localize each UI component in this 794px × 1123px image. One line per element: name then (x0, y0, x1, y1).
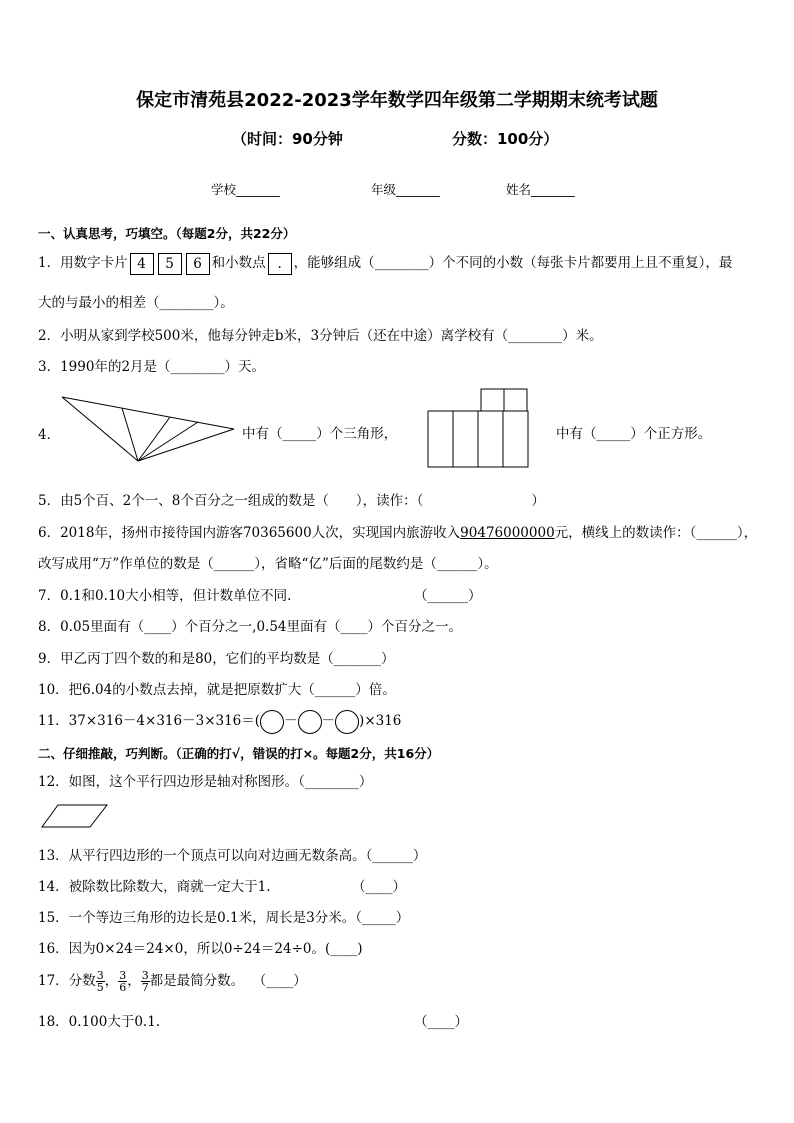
question-16: 16．因为0×24＝24×0，所以0÷24＝24÷0。(____) (38, 941, 363, 957)
q17-blank: （____） (252, 973, 307, 989)
name-field: 姓名_______ (506, 182, 575, 197)
q11-text-a: 11．37×316－4×316－3×316＝( (38, 713, 261, 729)
section2-heading: 二、仔细推敲，巧判断。（正确的打√，错误的打×。每题2分，共16分） (38, 746, 440, 761)
fraction-3-7: $\frac{3}{7}$ (141, 969, 149, 994)
card-4: 4 (130, 253, 154, 275)
q17-text-b: 都是最简分数。 (149, 973, 245, 989)
q4-text-b: 中有（_____）个正方形。 (556, 426, 712, 442)
question-8: 8．0.05里面有（____）个百分之一,0.54里面有（____）个百分之一。 (38, 619, 462, 635)
question-15: 15．一个等边三角形的边长是0.1米，周长是3分米。（_____） (38, 910, 410, 926)
question-17: 17．分数 $\frac{3}{5}$ ， $\frac{3}{6}$ ， $\frac{3}{7}$ 都是最简分数。 （____） (38, 969, 307, 994)
q6-underlined-number: 90476000000 (460, 525, 555, 541)
q6-text-a: 6．2018年，扬州市接待国内游客70365600人次，实现国内旅游收入 (38, 525, 461, 541)
q6-text-b: 元，横线上的数读作：（______）， (554, 525, 758, 541)
question-1 (38, 252, 732, 275)
q4-number: 4． (38, 427, 61, 443)
question-7: 7．0.1和0.10大小相等，但计数单位不同. (38, 588, 292, 604)
question-2: 2．小明从家到学校500米，他每分钟走b米，3分钟后（还在中途）离学校有（________）米。 (38, 328, 603, 344)
q11-text-b: )×316 (359, 713, 402, 729)
exam-time: （时间：90分钟 (232, 130, 343, 148)
card-5: 5 (158, 253, 182, 275)
q1-text-d: 大的与最小的相差（________）。 (38, 295, 234, 311)
fraction-3-6: $\frac{3}{6}$ (119, 969, 127, 994)
q11-minus-1: － (284, 713, 298, 729)
question-14: 14．被除数比除数大，商就一定大于1. (38, 879, 271, 895)
q1-text-b: 和小数点 (211, 255, 266, 271)
blank-circle-1 (260, 710, 284, 734)
q4-text-a: 中有（_____）个三角形， (242, 426, 398, 442)
q7-blank: （______） (414, 588, 482, 604)
section1-heading: 一、认真思考，巧填空。（每题2分，共22分） (38, 226, 296, 241)
question-6 (38, 521, 757, 541)
question-9: 9．甲乙丙丁四个数的和是80，它们的平均数是（_______） (38, 651, 395, 667)
question-18: 18．0.100大于0.1. (38, 1014, 161, 1030)
question-12: 12．如图，这个平行四边形是轴对称图形。（________） (38, 774, 373, 790)
blank-circle-2 (298, 710, 322, 734)
q1-text-c: ，能够组成（________）个不同的小数（每张卡片都要用上且不重复），最 (293, 255, 733, 271)
card-dot: . (268, 253, 292, 275)
question-11 (38, 709, 401, 734)
q1-text-a: 1．用数字卡片 (38, 255, 128, 271)
parallelogram-figure (40, 802, 110, 830)
question-5: 5．由5个百、2个一、8个百分之一组成的数是（ ），读作：（ ） (38, 493, 545, 509)
question-13: 13．从平行四边形的一个顶点可以向对边画无数条高。（______） (38, 848, 427, 864)
school-field: 学校_______ (211, 182, 280, 197)
card-6: 6 (186, 253, 210, 275)
blank-circle-3 (335, 710, 359, 734)
q17-text-a: 17．分数 (38, 973, 96, 989)
triangle-figure (58, 393, 238, 465)
exam-title: 保定市清苑县2022-2023学年数学四年级第二学期期末统考试题 (136, 90, 658, 111)
q14-blank: （____） (352, 879, 406, 895)
question-10: 10．把6.04的小数点去掉，就是把原数扩大（______）倍。 (38, 682, 396, 698)
q11-minus-2: － (321, 713, 336, 729)
grade-field: 年级_______ (371, 182, 440, 197)
question-3: 3．1990年的2月是（________）天。 (38, 359, 266, 375)
exam-score: 分数：100分） (452, 130, 559, 148)
fraction-3-5: $\frac{3}{5}$ (96, 969, 104, 994)
q18-blank: （____） (414, 1014, 468, 1030)
q6-text-c: 改写成用“万”作单位的数是（______），省略“亿”后面的尾数约是（______）。 (38, 556, 498, 572)
squares-figure (425, 388, 531, 470)
